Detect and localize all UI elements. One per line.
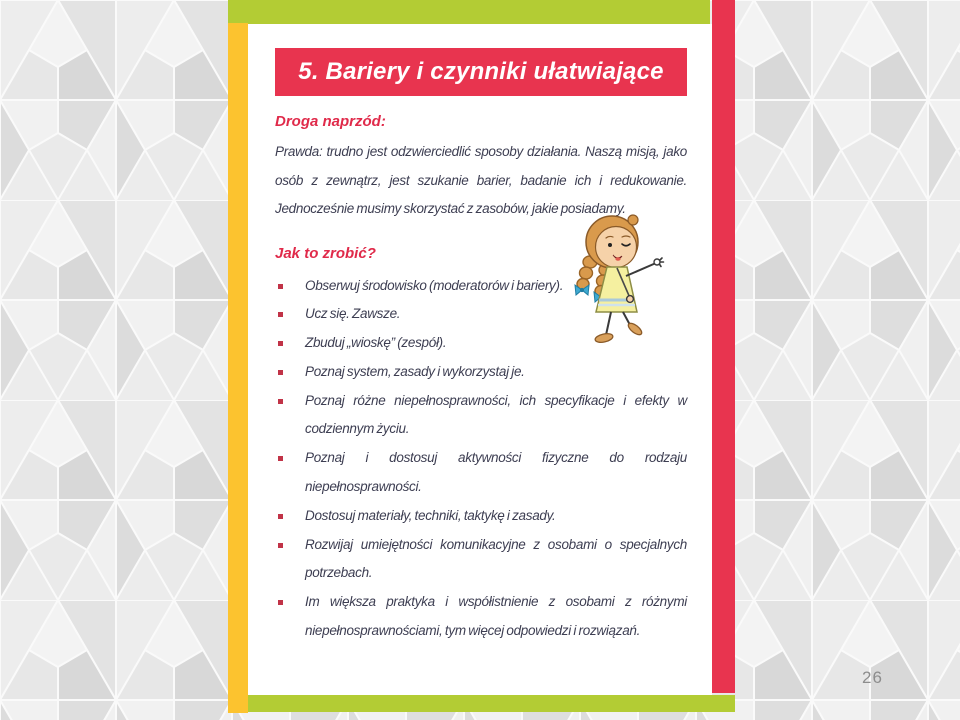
bottom-green-strip — [248, 695, 735, 712]
bullet-item-text: Im większa praktyka i współistnienie z osobami z różnymi niepełnosprawnościami, tym więcej odpowiedzi i rozwiązań. — [305, 594, 687, 639]
bullet-item — [275, 358, 687, 387]
bullet-item-text: Poznaj system, zasady i wykorzystaj je. — [305, 363, 525, 379]
bullet-item-text: Poznaj różne niepełnosprawności, ich specyfikacje i efekty w codziennym życiu. — [305, 392, 687, 437]
square-bullet-icon — [278, 514, 283, 519]
square-bullet-icon — [278, 600, 283, 605]
square-bullet-icon — [278, 399, 283, 404]
square-bullet-icon — [278, 456, 283, 461]
page-title: 5. Bariery i czynniki ułatwiające — [298, 58, 664, 85]
title-banner — [275, 48, 687, 96]
bullet-item-text: Zbuduj „wioskę” (zespół). — [305, 335, 447, 351]
bullet-item-text: Obserwuj środowisko (moderatorów i bariery). — [305, 277, 564, 293]
bullet-item — [275, 502, 687, 531]
bullet-item — [275, 387, 687, 445]
square-bullet-icon — [278, 284, 283, 289]
square-bullet-icon — [278, 543, 283, 548]
how-heading: Jak to zrobić? — [275, 244, 376, 262]
bullet-item — [275, 444, 687, 502]
content-sheet — [248, 24, 712, 695]
square-bullet-icon — [278, 370, 283, 375]
bullet-item-text: Ucz się. Zawsze. — [305, 306, 401, 322]
bullet-item — [275, 531, 687, 589]
forward-paragraph: Prawda: trudno jest odzwierciedlić sposoby działania. Naszą misją, jako osób z zewnątrz, jest szukanie barier, badanie ich i redukowanie. Jednocześnie musimy skorzystać z zasobów, jakie posiadamy. — [275, 144, 687, 216]
bullet-item-text: Poznaj i dostosuj aktywności fizyczne do rodzaju niepełnosprawności. — [305, 450, 687, 495]
top-green-strip — [228, 0, 710, 24]
girl-illustration — [563, 204, 688, 349]
left-yellow-strip — [228, 23, 248, 713]
forward-heading: Droga naprzód: — [275, 113, 386, 130]
right-red-strip — [712, 0, 735, 693]
square-bullet-icon — [278, 341, 283, 346]
bullet-item-text: Rozwijaj umiejętności komunikacyjne z osobami o specjalnych potrzebach. — [305, 536, 687, 581]
bullet-item-text: Dostosuj materiały, techniki, taktykę i zasady. — [305, 507, 556, 523]
square-bullet-icon — [278, 312, 283, 317]
bullet-item — [275, 588, 687, 646]
page-number: 26 — [862, 668, 883, 687]
